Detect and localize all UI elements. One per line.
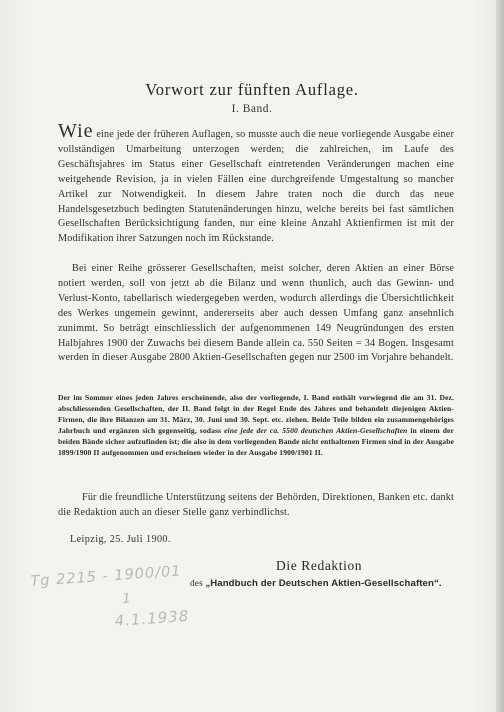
pencil-annotation-number: 1: [122, 591, 132, 607]
signature: Die Redaktion: [276, 558, 363, 573]
publication-prefix: des: [190, 578, 206, 588]
fine-print-part-1: Der im Sommer eines jeden Jahres erscheinende, also der vorliegende, I. Band enthält vorwiegend die am 31. Dez. abschliessenden Gesellschaften, der II. Band folgt in der Regel Ende des Jahres und behandelt diejenigen Aktien-Firmen, die ihre Bilanzen am 31. März, 30. Juni und 30. Sept. etc. ziehen. Beide Teile bilden ein zusammengehöriges Jahrbuch und ergänzen sich gegenseitig, sodass: [58, 393, 454, 435]
pencil-annotation-date: 4.1.1938: [114, 606, 190, 630]
publication-line: [190, 578, 442, 589]
pencil-annotation-shelfmark: Tg 2215 - 1900/01: [30, 563, 183, 590]
publication-title: „Handbuch der Deutschen Aktien-Gesellschaften“.: [205, 578, 442, 589]
fine-print-part-2: in einem der beiden Bände sicher aufzufinden ist; die also in dem vorliegenden Bande nicht enthaltenen Firmen sind in der Ausgabe 1899/1900 II aufgenommen und erscheinen wieder in der Ausgabe 1900/1901 II.: [58, 425, 455, 457]
fine-print-emphasis: eine jede der ca. 5500 deutschen Aktien-Gesellschaften: [224, 425, 408, 435]
volume-label: I. Band.: [231, 103, 273, 115]
preface-title: Vorwort zur fünften Auflage.: [145, 80, 359, 99]
paragraph-3: Für die freundliche Unterstützung seitens der Behörden, Direktionen, Banken etc. dankt die Redaktion auch an dieser Stelle ganz verbindlichst.: [58, 492, 454, 518]
paragraph-1: [58, 120, 454, 247]
place-date: Leipzig, 25. Juli 1900.: [70, 534, 171, 545]
paragraph-1-text: eine jede der früheren Auflagen, so musste auch die neue vorliegende Ausgabe einer vollständigen Umarbeitung unterzogen werden; die zahlreichen, im Laufe des Geschäftsjahres im Status einer Gesellschaft eintretenden Veränderungen machen eine weitgehende Revision, ja in vielen Fällen eine durchgreifende Umgestaltung so mancher Artikel zur Notwendigkeit. In diesem Jahre traten noch die durch das neue Handelsgesetzbuch bedingten Statutenänderungen hinzu, welche bereits bei fast sämtlichen Gesellschaften Berücksichtigung fanden, nur eine kleine Anzahl Aktienfirmen ist mit der Modifikation ihrer Satzungen noch im Rückstande.: [58, 129, 454, 245]
paragraph-2: Bei einer Reihe grösserer Gesellschaften, meist solcher, deren Aktien an einer Börse notiert werden, soll von jetzt ab die Bilanz und wenn thunlich, auch das Gewinn- und Verlust-Konto, tabellarisch wiedergegeben werden, wodurch allerdings die Übersichtlichkeit des Werkes ungemein gewinnt, andererseits aber auch dessen Umfang ganz ansehnlich zunimmt. So beträgt einschliesslich der aufgenommenen 149 Neugründungen des ersten Halbjahres 1900 der Zuwachs bei diesem Bande allein ca. 550 Seiten = 34 Bogen. Insgesamt werden in dieser Ausgabe 2800 Aktien-Gesellschaften gegen nur 2500 im Vorjahre behandelt.: [58, 263, 454, 364]
fine-print-note: [58, 393, 454, 458]
initial-word: Wie: [58, 120, 94, 142]
